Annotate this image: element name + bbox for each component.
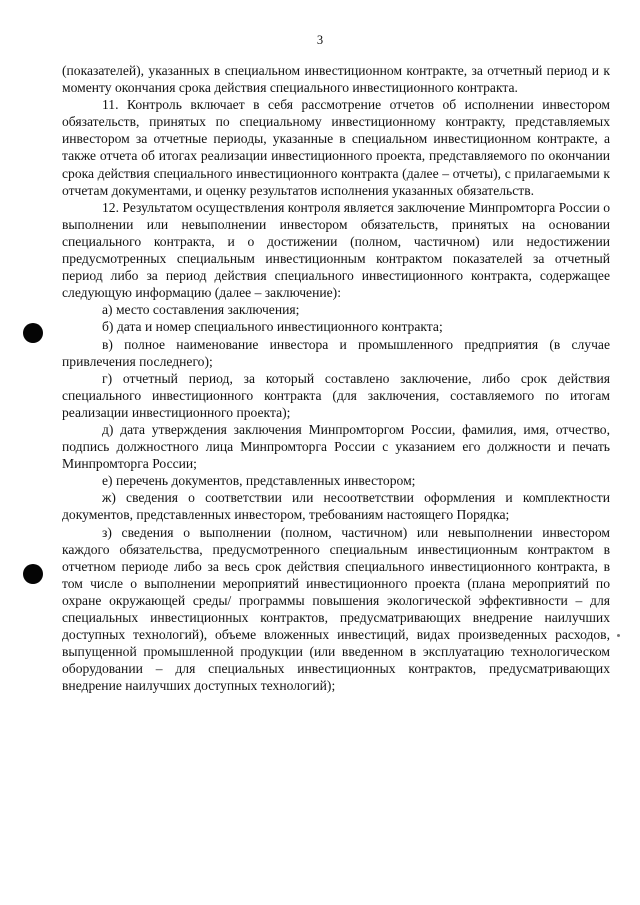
- list-item-z: з) сведения о выполнении (полном, частичном) или невыполнении инвестором каждого обязательства, предусмотренного специальным инвестиционным контрактом в отчетном периоде либо за весь срок действия специального инвестиционного контракта, в том числе о выполнении мероприятий инвестиционного проекта (плана мероприятий по охране окружающей среды/ программы повышения экологической эффективности – для специальных инвестиционных контрактов, предусматривающих внедрение наилучших доступных технологий), объеме вложенных инвестиций, видах произведенных расходов, выпущенной промышленной продукции (или введенном в эксплуатацию технологическом оборудовании – для специальных инвестиционных контрактов, предусматривающих внедрение наилучших доступных технологий);: [62, 524, 610, 694]
- list-item-zh: ж) сведения о соответствии или несоответствии оформления и комплектности документов, представленных инвестором, требованиям настоящего Порядка;: [62, 490, 610, 523]
- list-item-d: д) дата утверждения заключения Минпромторгом России, фамилия, имя, отчество, подпись должностного лица Минпромторга России с указанием его должности и печать Минпромторга России;: [62, 421, 610, 472]
- paragraph-12: 12. Результатом осуществления контроля является заключение Минпромторга России о выполнении или невыполнении инвестором обязательств, принятых на основании специального контракта, и о достижении (полном, частичном) или недостижении предусмотренных специальным инвестиционным контрактом показателей за отчетный период либо за период действия специального инвестиционного контракта, содержащее следующую информацию (далее – заключение):: [62, 199, 610, 301]
- list-item-e: е) перечень документов, представленных инвестором;: [102, 473, 416, 489]
- list-item-b: б) дата и номер специального инвестиционного контракта;: [102, 319, 443, 335]
- binder-hole: [23, 564, 43, 584]
- list-item-a: а) место составления заключения;: [102, 302, 300, 318]
- list-item-g: г) отчетный период, за который составлено заключение, либо срок действия специального инвестиционного контракта (для заключения, составляемого по итогам реализации инвестиционного проекта);: [62, 370, 610, 420]
- paragraph-11: 11. Контроль включает в себя рассмотрение отчетов об исполнении инвестором обязательств, принятых по специальному инвестиционному контракту, представляемых инвестором за отчетные периоды, указанные в специальном инвестиционном контракте, а также отчета об итогах реализации инвестиционного проекта, представляемого по окончании срока действия специального инвестиционного контракта (далее – отчеты), с прилагаемыми к отчетам документами, и оценку результатов исполнения указанных обязательств.: [62, 97, 610, 198]
- document-body: [62, 62, 610, 694]
- paragraph-continuation: (показателей), указанных в специальном инвестиционном контракте, за отчетный период и к моменту окончания срока действия специального инвестиционного контракта.: [62, 63, 610, 96]
- list-item-v: в) полное наименование инвестора и промышленного предприятия (в случае привлечения последнего);: [62, 336, 610, 369]
- scan-speck: [617, 634, 620, 637]
- binder-hole: [23, 323, 43, 343]
- page-number: 3: [316, 33, 324, 47]
